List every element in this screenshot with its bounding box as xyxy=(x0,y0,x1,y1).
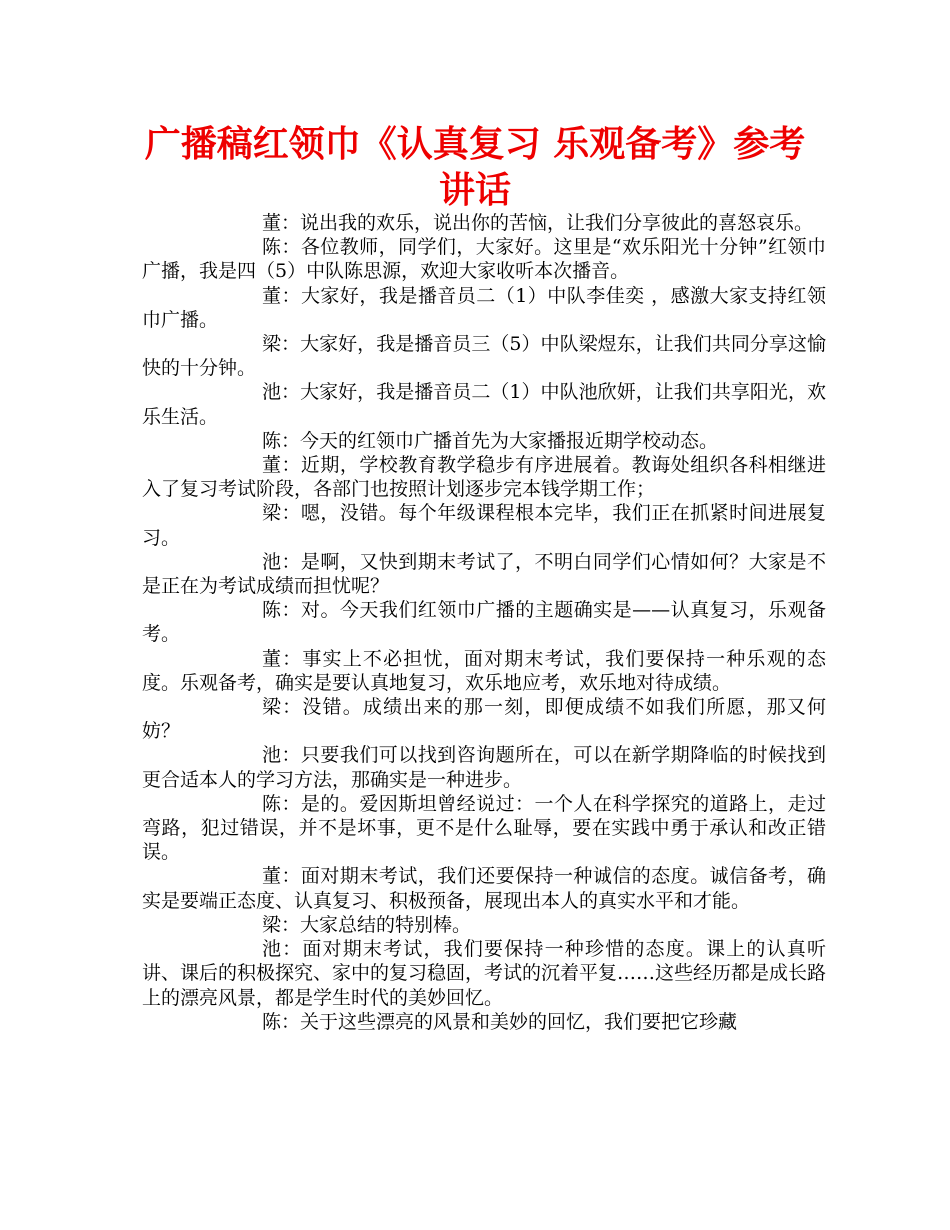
paragraph: 梁：没错。成绩出来的那一刻，即便成绩不如我们所愿，那又何妨？ xyxy=(142,696,826,743)
paragraph: 董：说出我的欢乐，说出你的苦恼，让我们分享彼此的喜怒哀乐。 xyxy=(262,212,814,234)
paragraph: 陈：各位教师，同学们，大家好。这里是“欢乐阳光十分钟”红领巾广播，我是四（5）中队陈思源，欢迎大家收听本次播音。 xyxy=(142,236,826,283)
paragraph: 池：是啊，又快到期末考试了，不明白同学们心情如何？大家是不是正在为考试成绩而担忧呢？ xyxy=(142,550,826,598)
paragraph: 董：近期，学校教育教学稳步有序进展着。教诲处组织各科相继进入了复习考试阶段，各部门也按照计划逐步完本钱学期工作； xyxy=(142,454,826,501)
paragraph: 池：只要我们可以找到咨询题所在，可以在新学期降临的时候找到更合适本人的学习方法，那确实是一种进步。 xyxy=(142,744,826,791)
paragraph: 董：面对期末考试，我们还要保持一种诚信的态度。诚信备考，确实是要端正态度、认真复习、积极预备，展现出本人的真实水平和才能。 xyxy=(142,865,826,912)
paragraph: 梁：嗯，没错。每个年级课程根本完毕，我们正在抓紧时间进展复习。 xyxy=(142,502,826,549)
paragraph: 陈：关于这些漂亮的风景和美妙的回忆，我们要把它珍藏 xyxy=(262,1010,738,1033)
paragraph: 池：大家好，我是播音员二（1）中队池欣妍，让我们共享阳光，欢乐生活。 xyxy=(142,381,826,428)
paragraph: 董：大家好，我是播音员二（1）中队李佳奕 ，感激大家支持红领巾广播。 xyxy=(142,284,826,331)
paragraph: 梁：大家好，我是播音员三（5）中队梁煜东，让我们共同分享这愉快的十分钟。 xyxy=(142,333,826,380)
paragraph: 梁：大家总结的特别棒。 xyxy=(262,913,472,936)
paragraph: 陈：今天的红领巾广播首先为大家播报近期学校动态。 xyxy=(262,429,719,452)
document-body xyxy=(142,211,826,1034)
paragraph: 董：事实上不必担忧，面对期末考试，我们要保持一种乐观的态度。乐观备考，确实是要认真地复习，欢乐地应考，欢乐地对待成绩。 xyxy=(142,647,826,694)
paragraph: 陈：是的。爱因斯坦曾经说过：一个人在科学探究的道路上，走过弯路，犯过错误，并不是坏事，更不是什么耻辱，要在实践中勇于承认和改正错误。 xyxy=(142,792,826,864)
paragraph: 池：面对期末考试，我们要保持一种珍惜的态度。课上的认真听讲、课后的积极探究、家中的复习稳固，考试的沉着平复……这些经历都是成长路上的漂亮风景，都是学生时代的美妙回忆。 xyxy=(142,938,827,1009)
paragraph: 陈：对。今天我们红领巾广播的主题确实是——认真复习，乐观备考。 xyxy=(142,599,826,646)
document-title: 广播稿红领巾《认真复习 乐观备考》参考讲话 xyxy=(144,124,806,211)
